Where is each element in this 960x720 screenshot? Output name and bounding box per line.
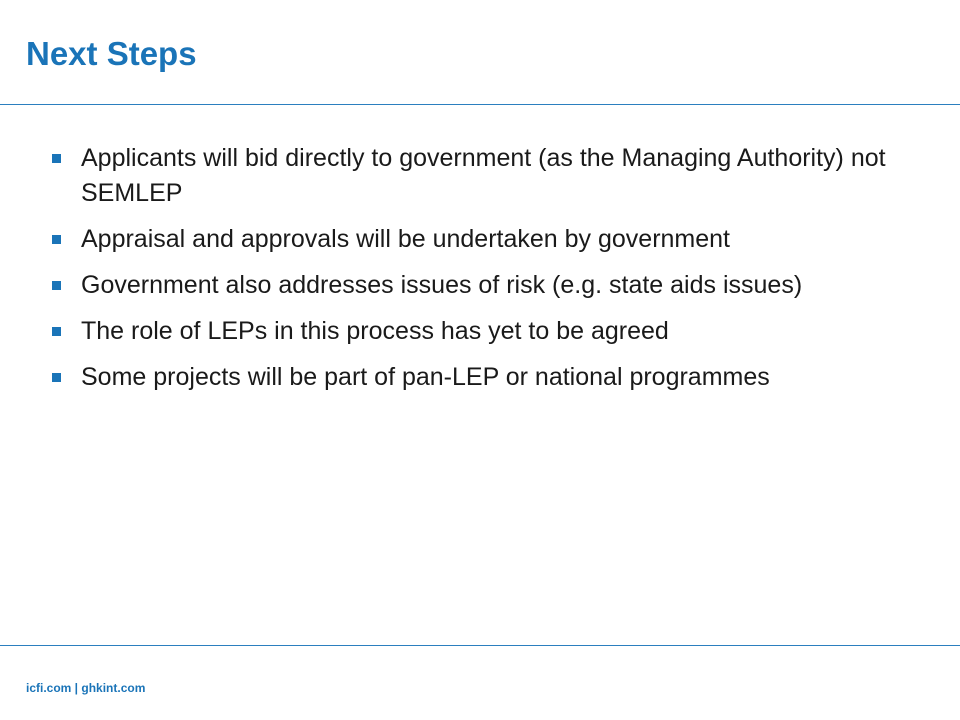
square-bullet-icon xyxy=(52,373,61,382)
bullet-item xyxy=(48,141,928,211)
bullet-text: Government also addresses issues of risk (e.g. state aids issues) xyxy=(81,271,803,299)
square-bullet-icon xyxy=(52,154,61,163)
square-bullet-icon xyxy=(52,327,61,336)
bullet-item xyxy=(48,360,928,395)
slide-title: Next Steps xyxy=(26,35,197,72)
bullet-text: The role of LEPs in this process has yet to be agreed xyxy=(81,317,669,345)
bullet-list xyxy=(48,141,928,406)
bullet-item xyxy=(48,314,928,349)
bullet-text: Some projects will be part of pan-LEP or national programmes xyxy=(81,363,770,391)
title-divider xyxy=(0,104,960,105)
footer-divider xyxy=(0,645,960,646)
square-bullet-icon xyxy=(52,281,61,290)
bullet-text: Applicants will bid directly to government (as the Managing Authority) not SEMLEP xyxy=(81,144,886,207)
square-bullet-icon xyxy=(52,235,61,244)
bullet-item xyxy=(48,222,928,257)
footer-links: icfi.com | ghkint.com xyxy=(26,681,146,695)
bullet-text: Appraisal and approvals will be undertaken by government xyxy=(81,225,730,253)
bullet-item xyxy=(48,268,928,303)
